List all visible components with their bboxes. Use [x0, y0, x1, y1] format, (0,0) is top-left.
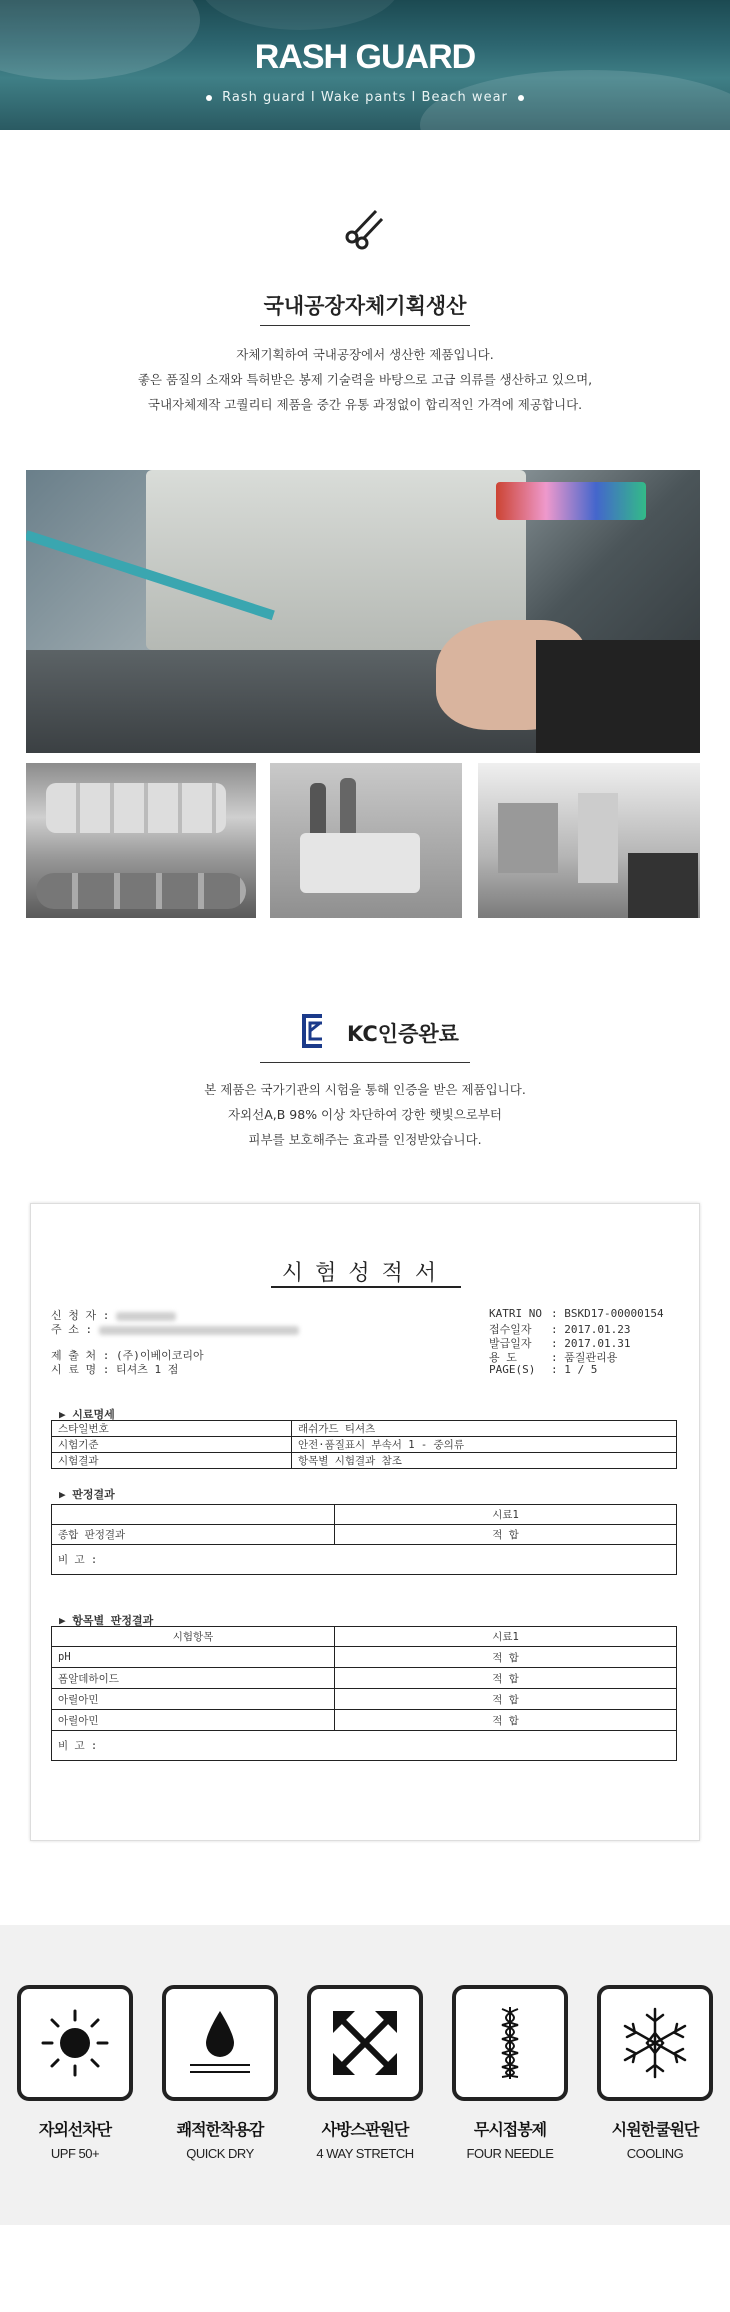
- feature-strip: [0, 1925, 730, 2225]
- fabric-roll: [46, 783, 226, 833]
- field-label: KATRI NO: [489, 1307, 542, 1320]
- certificate-title: 시험성적서: [281, 1261, 449, 1286]
- table-cell: 스타일번호: [52, 1421, 292, 1437]
- machine-body: [300, 833, 420, 893]
- field-label: 주 소 :: [51, 1323, 93, 1336]
- remark-cell: 비 고 :: [52, 1545, 677, 1575]
- machine-label: [496, 482, 646, 520]
- table-row: [52, 1710, 677, 1731]
- item-judgment-table: [51, 1626, 677, 1761]
- table-cell: 아릴아민: [52, 1710, 335, 1731]
- redacted-value: [116, 1312, 176, 1321]
- table-row: [52, 1731, 677, 1761]
- feature-quickdry: [160, 1985, 280, 2161]
- factory-description: [0, 342, 730, 417]
- table-cell: 적 합: [335, 1668, 677, 1689]
- machine-body: [146, 470, 526, 650]
- worker: [578, 793, 618, 883]
- feature-sub: COOLING: [626, 2146, 684, 2161]
- pages-field: [489, 1363, 597, 1376]
- feature-icon-box: [452, 1985, 568, 2101]
- feature-name: 쾌적한착용감: [176, 2120, 264, 2139]
- sewing-machine-photo: [26, 470, 700, 753]
- field-label: 시 료 명 :: [51, 1363, 110, 1376]
- bullet-dot: [518, 95, 524, 101]
- feature-name: 사방스판원단: [321, 2120, 409, 2139]
- test-certificate: [30, 1203, 700, 1841]
- fabric-pile: [628, 853, 698, 918]
- four-way-arrows-icon: [329, 2007, 401, 2079]
- judgment-label: ▶ 판정결과: [59, 1488, 115, 1501]
- table-header: 시료1: [335, 1627, 677, 1647]
- feature-cooling: [595, 1985, 715, 2161]
- field-value: : 2017.01.23: [551, 1323, 631, 1336]
- sleeve: [536, 640, 700, 753]
- sample-name-field: [51, 1361, 178, 1377]
- factory-line: 좋은 품질의 소재와 특허받은 봉제 기술력을 바탕으로 고급 의류를 생산하고 있으며,: [137, 372, 593, 387]
- field-value: : 2017.01.31: [551, 1337, 631, 1350]
- banner-sub-item: Beach wear: [421, 90, 508, 105]
- table-cell: 시험결과: [52, 1453, 292, 1469]
- table-row: [52, 1668, 677, 1689]
- banner-subtitle: Rash guard I Wake pants I Beach wear: [0, 90, 730, 105]
- table-row: [52, 1647, 677, 1668]
- table-row: [52, 1437, 677, 1453]
- table-row: [52, 1627, 677, 1647]
- feature-sub: FOUR NEEDLE: [466, 2146, 554, 2161]
- table-row: [52, 1545, 677, 1575]
- scissors-icon: [340, 203, 390, 253]
- field-value: (주)이베이코리아: [116, 1349, 204, 1362]
- table-row: [52, 1421, 677, 1437]
- worker: [498, 803, 558, 873]
- remark-cell: 비 고 :: [52, 1731, 677, 1761]
- heading-underline: [260, 325, 470, 326]
- feature-icon-box: [17, 1985, 133, 2101]
- kc-line: 본 제품은 국가기관의 시험을 통해 인증을 받은 제품입니다.: [204, 1082, 526, 1097]
- banner-title: RASH GUARD: [254, 38, 476, 76]
- field-value: : 품질관리용: [551, 1351, 618, 1364]
- table-row: [52, 1505, 677, 1525]
- water-drop-icon: [184, 2007, 256, 2079]
- overlock-machine-photo: [270, 763, 462, 918]
- feature-needle: [450, 1985, 570, 2161]
- table-cell: 적 합: [335, 1525, 677, 1545]
- fabric-roll: [36, 873, 246, 909]
- kc-heading: KC인증완료: [347, 1022, 459, 1046]
- kc-line: 피부를 보호해주는 효과를 인정받았습니다.: [248, 1132, 482, 1147]
- feature-uv: [15, 1985, 135, 2161]
- feature-sub: QUICK DRY: [186, 2146, 254, 2161]
- field-label: 발급일자: [489, 1337, 532, 1350]
- factory-line: 국내자체제작 고퀄리티 제품을 중간 유통 과정없이 합리적인 가격에 제공합니다.: [147, 397, 583, 412]
- table-cell: pH: [52, 1647, 335, 1668]
- feature-name: 무시접봉제: [473, 2120, 547, 2139]
- field-label: 제 출 처 :: [51, 1349, 110, 1362]
- wave-decor: [200, 0, 400, 30]
- table-row: [52, 1453, 677, 1469]
- field-label: 신 청 자 :: [51, 1309, 110, 1322]
- table-cell: 래쉬가드 티셔츠: [292, 1421, 677, 1437]
- banner-sub-item: Rash guard: [222, 90, 306, 105]
- factory-floor-photo: [478, 763, 700, 918]
- kc-line: 자외선A,B 98% 이상 차단하여 강한 햇빛으로부터: [227, 1107, 503, 1122]
- table-cell: 종합 판정결과: [52, 1525, 335, 1545]
- feature-icon-box: [162, 1985, 278, 2101]
- field-label: 접수일자: [489, 1323, 532, 1336]
- table-header: 시료1: [335, 1505, 677, 1525]
- field-label: PAGE(S): [489, 1363, 536, 1376]
- address-field: [51, 1321, 299, 1337]
- katri-no-field: [489, 1307, 664, 1320]
- redacted-value: [99, 1326, 299, 1335]
- field-value: : 1 / 5: [551, 1363, 598, 1376]
- feature-name: 시원한쿨원단: [611, 2120, 699, 2139]
- table-row: [52, 1525, 677, 1545]
- feature-name: 자외선차단: [38, 2120, 112, 2139]
- table-cell: 적 합: [335, 1689, 677, 1710]
- feature-icon-box: [597, 1985, 713, 2101]
- table-cell: 적 합: [335, 1647, 677, 1668]
- table-cell: 적 합: [335, 1710, 677, 1731]
- table-cell: 안전·품질표시 부속서 1 - 중의류: [292, 1437, 677, 1453]
- table-row: [52, 1689, 677, 1710]
- feature-stretch: [305, 1985, 425, 2161]
- sample-spec-table: [51, 1420, 677, 1469]
- fabric-rolls-photo: [26, 763, 256, 918]
- table-cell: 항목별 시험결과 참조: [292, 1453, 677, 1469]
- banner-sub-item: Wake pants: [320, 90, 407, 105]
- field-value: 티셔츠 1 점: [116, 1363, 179, 1376]
- feature-sub: 4 WAY STRETCH: [316, 2146, 414, 2161]
- bullet-dot: [206, 95, 212, 101]
- hero-banner: [0, 0, 730, 130]
- factory-heading: 국내공장자체기획생산: [263, 294, 467, 318]
- sun-icon: [39, 2007, 111, 2079]
- title-underline: [271, 1286, 461, 1288]
- feature-icon-box: [307, 1985, 423, 2101]
- sample-spec-label: ▶ 시료명세: [59, 1408, 115, 1421]
- table-cell: 시험기준: [52, 1437, 292, 1453]
- field-value: : BSKD17-00000154: [551, 1307, 664, 1320]
- item-judgment-label: ▶ 항목별 판정결과: [59, 1614, 154, 1627]
- table-header: 시험항목: [52, 1627, 335, 1647]
- judgment-table: [51, 1504, 677, 1575]
- feature-sub: UPF 50+: [50, 2146, 100, 2161]
- field-label: 용 도: [489, 1351, 517, 1364]
- stitch-icon: [474, 2007, 546, 2079]
- factory-line: 자체기획하여 국내공장에서 생산한 제품입니다.: [236, 347, 494, 362]
- thread-spool: [340, 778, 356, 838]
- snowflake-icon: [619, 2007, 691, 2079]
- kc-description: [0, 1077, 730, 1152]
- table-cell: 아릴아민: [52, 1689, 335, 1710]
- table-cell: [52, 1505, 335, 1525]
- table-cell: 폼알데하이드: [52, 1668, 335, 1689]
- heading-underline: [260, 1062, 470, 1063]
